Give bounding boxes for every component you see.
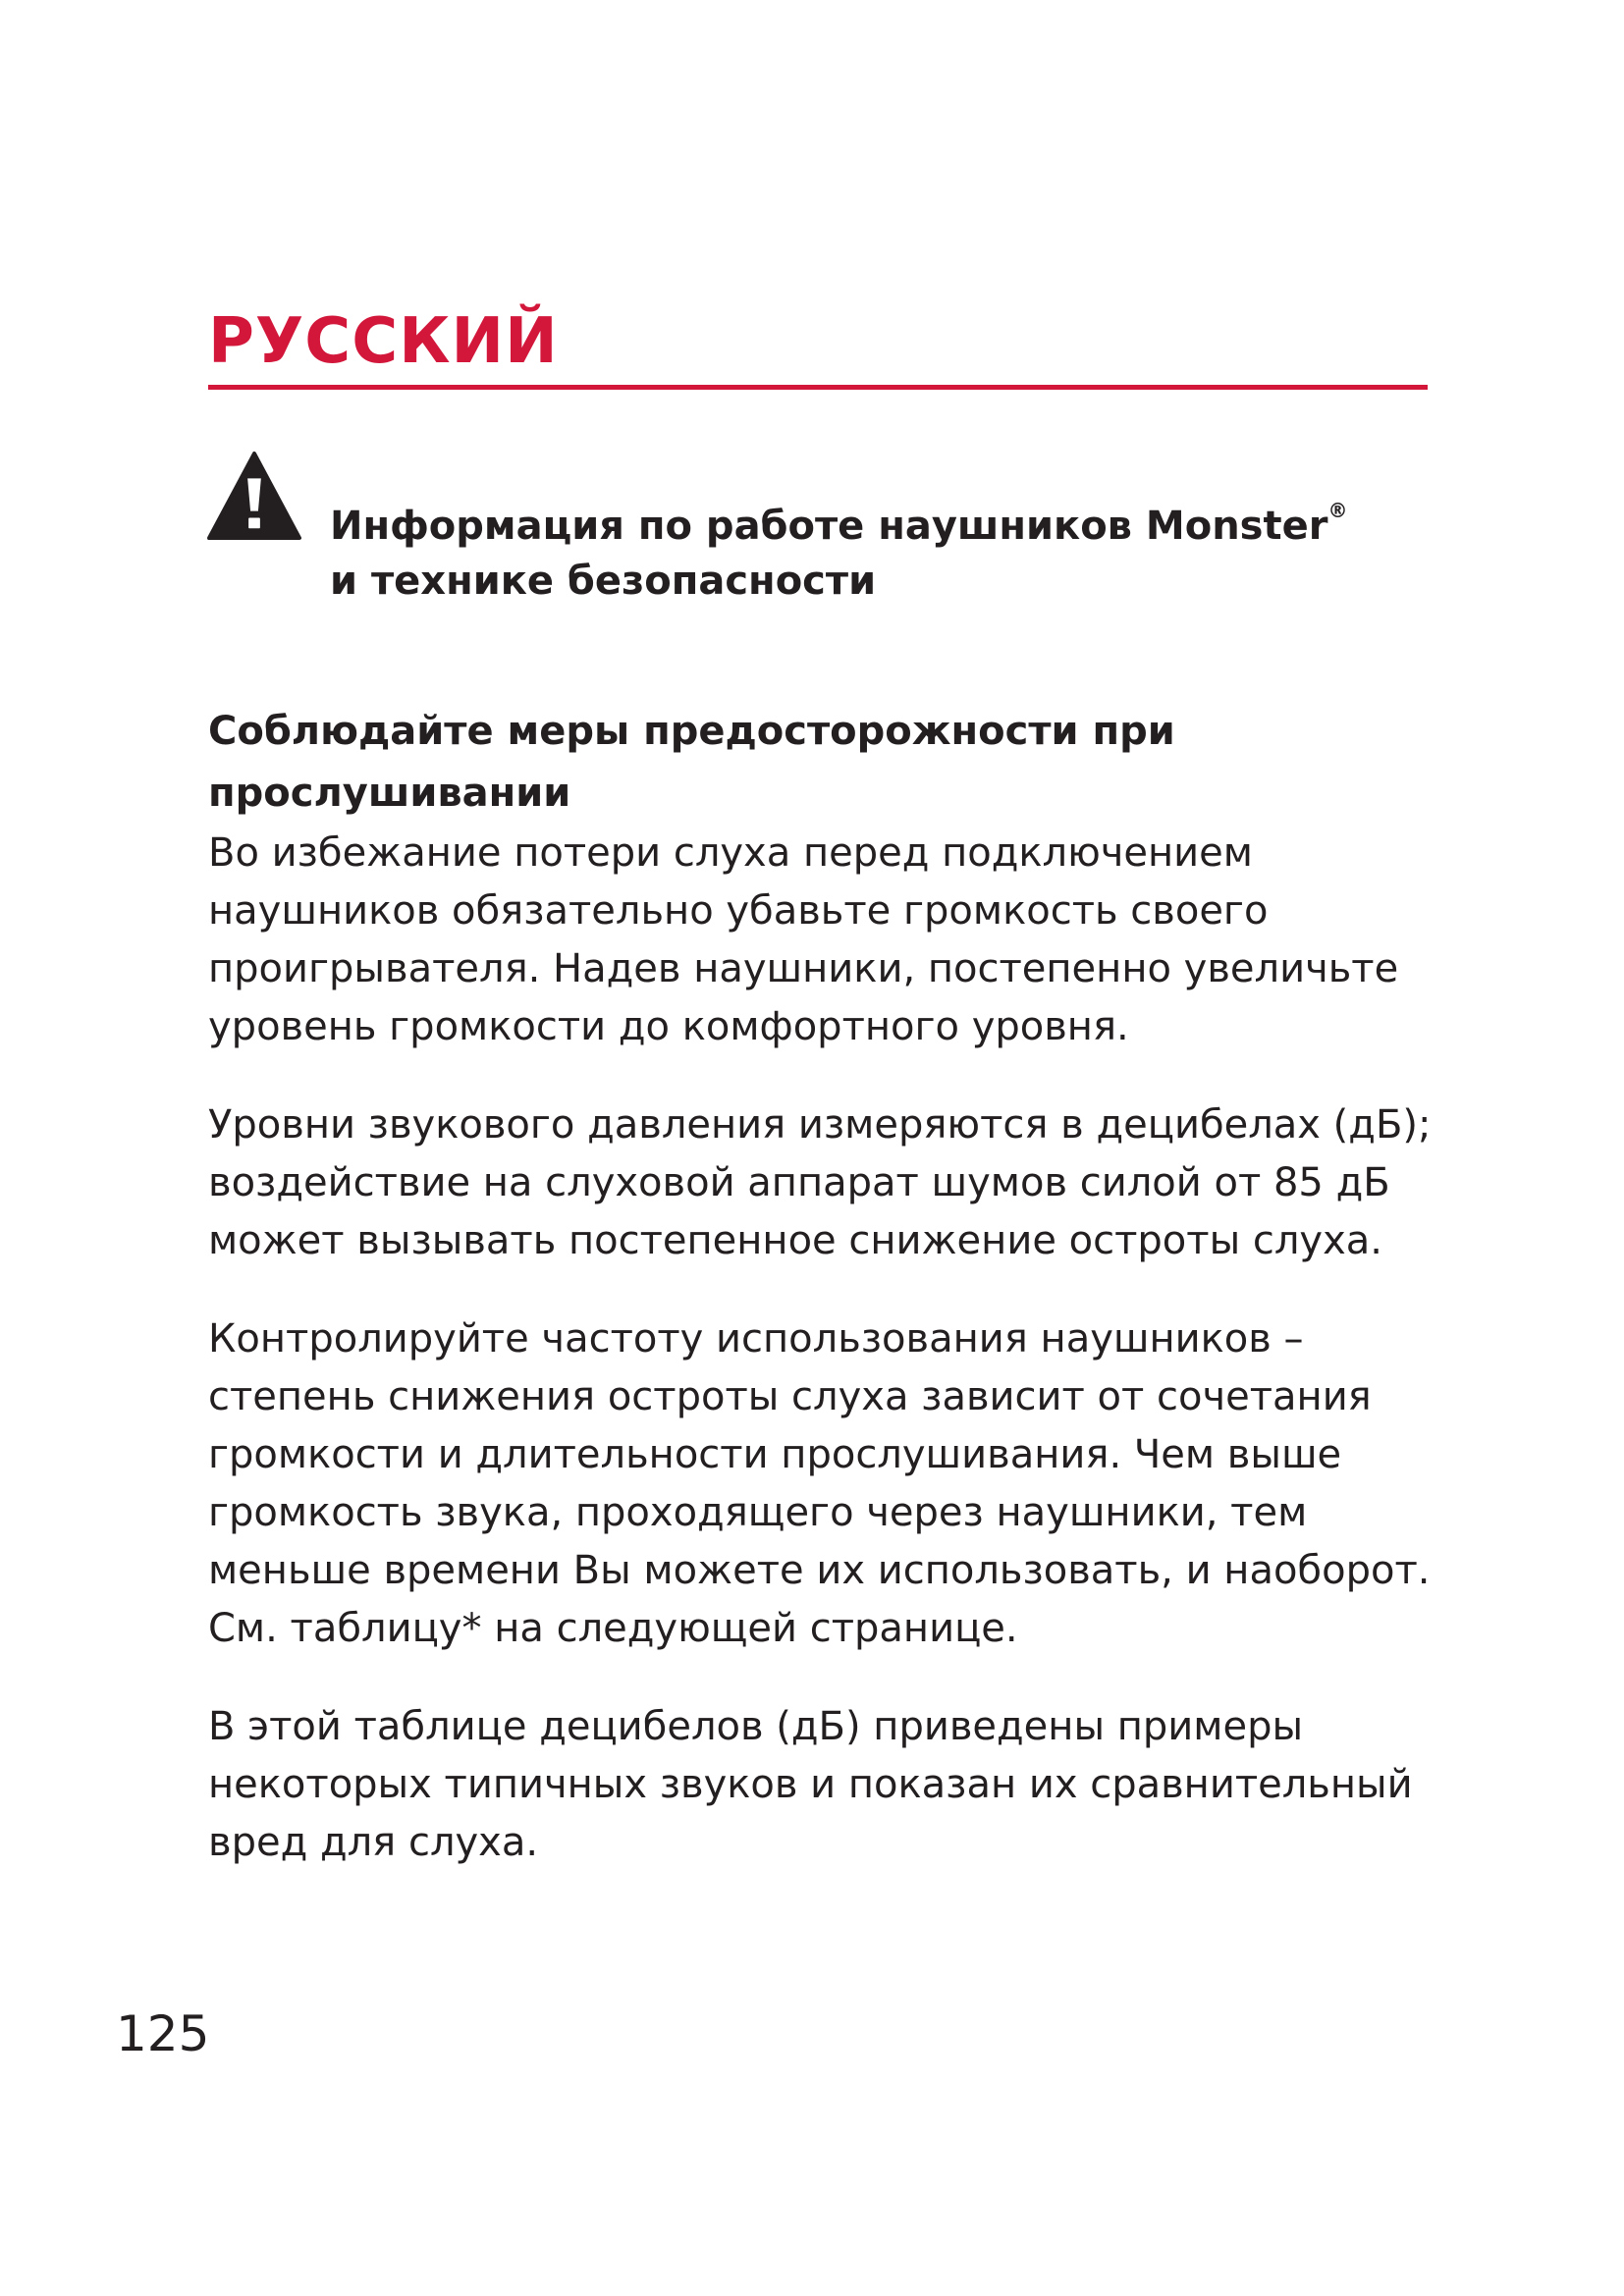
language-title: РУССКИЙ xyxy=(208,305,559,378)
paragraph-decibels: Уровни звукового давления измеряются в децибелах (дБ); воздействие на слуховой аппарат шумов силой от 85 дБ может вызывать постепенное снижение остроты слуха. xyxy=(208,1102,1432,1263)
paragraph-usage-frequency: Контролируйте частоту использования наушников – степень снижения остроты слуха зависит от сочетания громкости и длительности прослушивания. Чем выше громкость звука, проходящего через наушники, тем меньше времени Вы можете их использовать, и наоборот. См. таблицу* на следующей странице. xyxy=(208,1316,1431,1651)
safety-heading-line1: Информация по работе наушников Monster xyxy=(330,504,1328,549)
main-content xyxy=(208,701,1475,1872)
section-heading: Соблюдайте меры предосторожности при прослушивании xyxy=(208,709,1175,816)
paragraph-volume: Во избежание потери слуха перед подключением наушников обязательно убавьте громкость своего проигрывателя. Надев наушники, постепенно увеличьте уровень громкости до комфортного уровня. xyxy=(208,830,1399,1049)
warning-triangle-icon xyxy=(206,450,302,542)
safety-heading xyxy=(330,483,1410,609)
page-number: 125 xyxy=(116,2005,210,2062)
safety-heading-line2: и технике безопасности xyxy=(330,559,877,604)
paragraph-table-intro: В этой таблице децибелов (дБ) приведены примеры некоторых типичных звуков и показан их сравнительный вред для слуха. xyxy=(208,1704,1413,1865)
title-underline xyxy=(208,385,1428,390)
registered-mark: ® xyxy=(1327,499,1348,522)
